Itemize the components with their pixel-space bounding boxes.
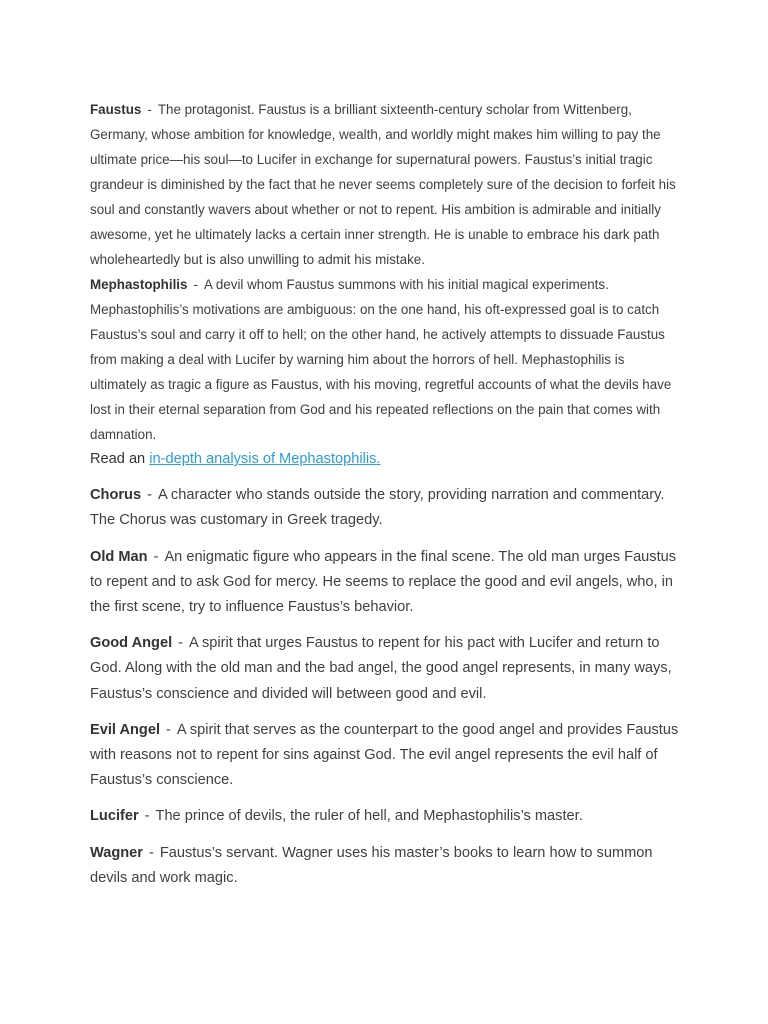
character-entry-evil-angel xyxy=(90,718,680,794)
separator: - xyxy=(147,102,152,117)
separator: - xyxy=(166,721,171,738)
character-name: Lucifer xyxy=(90,808,139,825)
character-name: Good Angel xyxy=(90,635,173,652)
character-name: Faustus xyxy=(90,102,142,117)
character-entry-chorus xyxy=(90,483,680,533)
read-more-line xyxy=(90,447,680,472)
separator: - xyxy=(147,487,152,504)
separator: - xyxy=(193,277,198,292)
character-entry-mephastophilis xyxy=(90,272,680,447)
separator: - xyxy=(148,844,154,861)
separator: - xyxy=(153,548,159,565)
character-description: The prince of devils, the ruler of hell, and Mephastophilis’s master. xyxy=(155,808,583,825)
character-name: Old Man xyxy=(90,548,148,565)
separator: - xyxy=(178,635,184,652)
analysis-link[interactable]: in-depth analysis of Mephastophilis. xyxy=(149,451,381,467)
character-description: A spirit that urges Faustus to repent for his pact with Lucifer and return to God. Along with the old man and the bad angel, the good angel represents, in many ways, Faustus’s conscience and divided will between good and evil. xyxy=(90,635,672,702)
character-entry-faustus xyxy=(90,97,680,272)
character-description: An enigmatic figure who appears in the final scene. The old man urges Faustus to repent and to ask God for mercy. He seems to replace the good and evil angels, who, in the first scene, try to influence Faustus’s behavior. xyxy=(90,548,677,616)
character-description: A devil whom Faustus summons with his initial magical experiments. Mephastophilis’s motivations are ambiguous: on the one hand, his oft-expressed goal is to catch Faustus’s soul and carry it off to hell; on the other hand, he actively attempts to dissuade Faustus from making a deal with Lucifer by warning him about the horrors of hell. Mephastophilis is ultimately as tragic a figure as Faustus, with his moving, regretful accounts of what the devils have lost in their eternal separation from God and his repeated reflections on the pain that comes with damnation. xyxy=(90,277,672,442)
character-name: Chorus xyxy=(90,487,142,504)
read-more-prefix: Read an xyxy=(90,451,146,467)
character-entry-lucifer xyxy=(90,804,680,829)
character-list xyxy=(90,97,680,891)
character-description: A spirit that serves as the counterpart to the good angel and provides Faustus with reasons not to repent for sins against God. The evil angel represents the evil half of Faustus’s conscience. xyxy=(90,721,679,789)
character-entry-good-angel xyxy=(90,631,680,707)
character-entry-old-man xyxy=(90,545,680,621)
separator: - xyxy=(144,808,150,825)
character-description: The protagonist. Faustus is a brilliant sixteenth-century scholar from Wittenberg, Germany, whose ambition for knowledge, wealth, and worldly might makes him willing to pay the ultimate price—his soul—to Lucifer in exchange for supernatural powers. Faustus’s initial tragic grandeur is diminished by the fact that he never seems completely sure of the decision to forfeit his soul and constantly wavers about whether or not to repent. His ambition is admirable and initially awesome, yet he ultimately lacks a certain inner strength. He is unable to embrace his dark path wholeheartedly but is also unwilling to admit his mistake. xyxy=(90,102,676,267)
character-entry-wagner xyxy=(90,841,680,891)
character-name: Mephastophilis xyxy=(90,277,188,292)
character-description: Faustus’s servant. Wagner uses his master’s books to learn how to summon devils and work magic. xyxy=(90,844,653,886)
character-name: Wagner xyxy=(90,844,143,861)
character-description: A character who stands outside the story, providing narration and commentary. The Chorus was customary in Greek tragedy. xyxy=(90,487,665,529)
character-name: Evil Angel xyxy=(90,721,161,738)
